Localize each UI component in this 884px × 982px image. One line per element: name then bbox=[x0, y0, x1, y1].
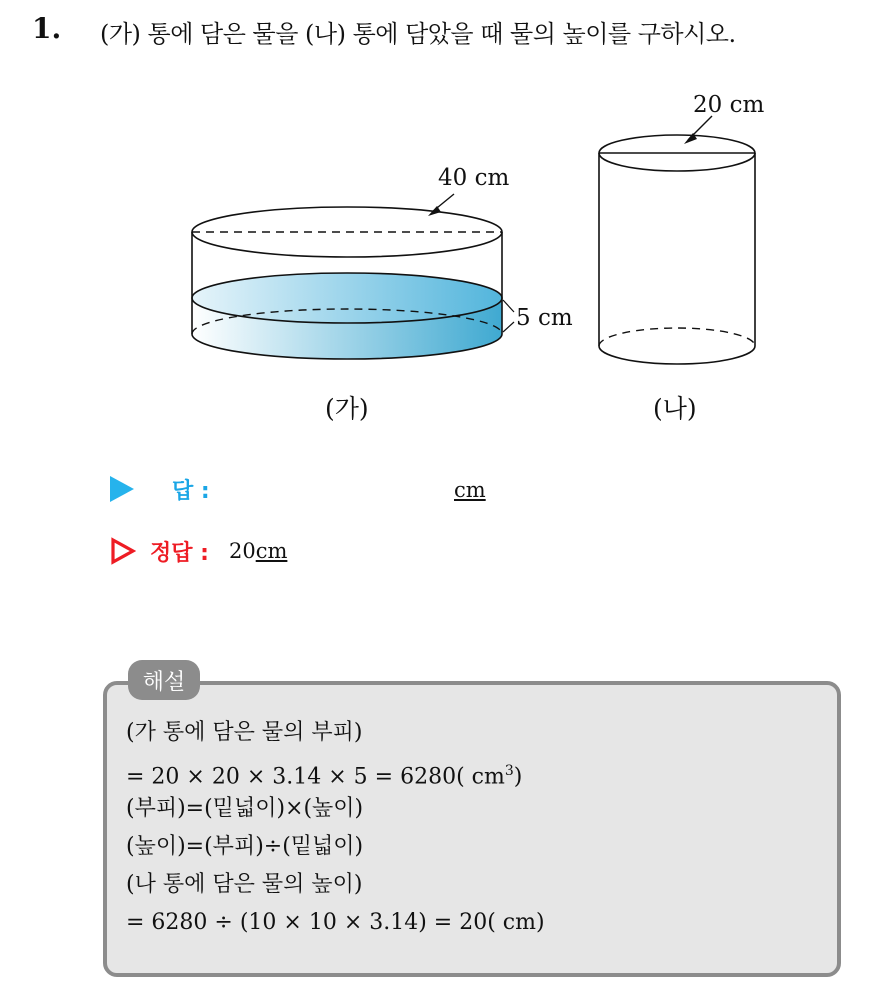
solution-lines bbox=[126, 714, 545, 942]
play-triangle-icon bbox=[110, 476, 134, 502]
solution-line-3: (부피)=(밑넓이)×(높이) bbox=[126, 796, 364, 821]
answer-label: 답 : bbox=[172, 478, 210, 504]
question-text: (가) 통에 담은 물을 (나) 통에 담았을 때 물의 높이를 구하시오. bbox=[100, 20, 736, 48]
height-pointer bbox=[503, 300, 514, 312]
caption-na: (나) bbox=[653, 394, 697, 423]
solution-tag: 해설 bbox=[128, 660, 200, 700]
answer-row bbox=[110, 472, 210, 506]
outline-triangle-icon bbox=[110, 537, 136, 565]
solution-line-5: (나 통에 담은 물의 높이) bbox=[126, 872, 363, 897]
top-front-rim bbox=[192, 207, 502, 232]
solution-line-4: (높이)=(부피)÷(밑넓이) bbox=[126, 834, 364, 859]
correct-value: 20cm bbox=[228, 539, 288, 563]
solution-line-2: = 20 × 20 × 3.14 × 5 = 6280( $cm^3$) bbox=[126, 763, 523, 790]
label-20cm: 20 cm bbox=[693, 92, 765, 118]
answer-blank-unit: cm bbox=[454, 478, 486, 502]
correct-answer-row bbox=[110, 534, 287, 568]
label-5cm: 5 cm bbox=[516, 305, 573, 331]
cylinder-na bbox=[599, 116, 755, 364]
na-bottom-front bbox=[599, 346, 755, 364]
solution-line-6: = 6280 ÷ (10 × 10 × 3.14) = 20( cm) bbox=[126, 910, 545, 935]
label-40cm: 40 cm bbox=[438, 165, 510, 191]
na-bottom-back bbox=[599, 328, 755, 346]
solution-line-1: (가 통에 담은 물의 부피) bbox=[126, 720, 363, 745]
cylinders-figure bbox=[0, 0, 884, 470]
caption-ga: (가) bbox=[325, 394, 369, 423]
correct-label: 정답 : bbox=[150, 540, 209, 566]
question-number: 1. bbox=[32, 12, 62, 45]
cylinder-ga bbox=[192, 194, 514, 359]
